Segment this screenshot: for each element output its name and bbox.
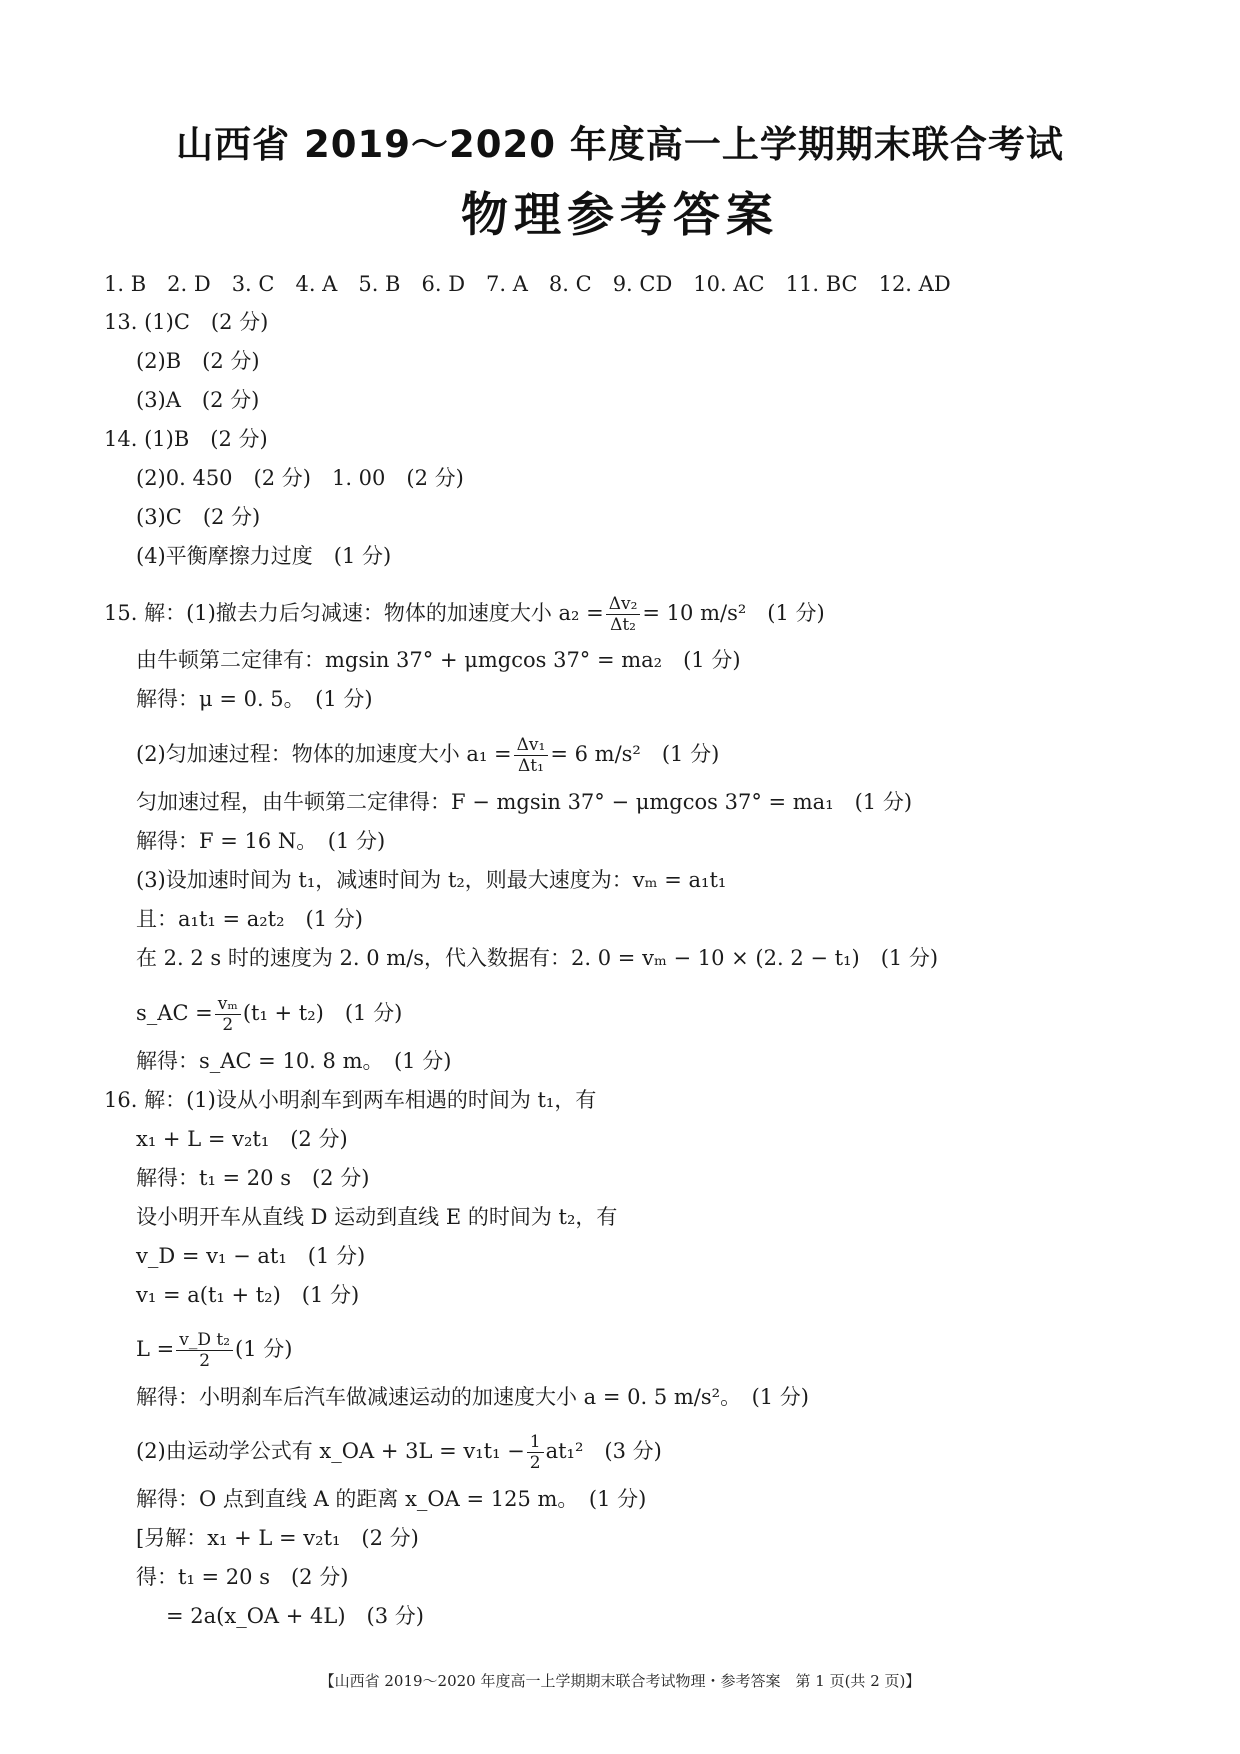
q15-fraction-1-numerator: Δv₂ xyxy=(606,594,641,615)
q15-fraction-3-denominator: 2 xyxy=(222,1015,234,1035)
q15-line-3: 解得：μ = 0. 5。 (1 分) xyxy=(136,687,373,711)
q16-fraction-1-numerator: v_D t₂ xyxy=(176,1330,233,1351)
q16-line-3: 解得：t₁ = 20 s (2 分) xyxy=(136,1166,370,1190)
q16-line-9-text: (2)由运动学公式有 x_OA + 3L = v₁t₁ − xyxy=(136,1439,525,1463)
q16-line-2: x₁ + L = v₂t₁ (2 分) xyxy=(136,1127,348,1151)
q15-line-8: 且：a₁t₁ = a₂t₂ (1 分) xyxy=(136,907,363,931)
q15-fraction-1-denominator: Δt₂ xyxy=(610,615,637,635)
q14-part1: 14. (1)B (2 分) xyxy=(104,427,268,451)
q15-fraction-3 xyxy=(215,994,241,1035)
q15-line-1-text: 15. 解：(1)撤去力后匀减速：物体的加速度大小 a₂ = xyxy=(104,601,604,625)
q15-fraction-2 xyxy=(514,735,549,776)
q13-part3: (3)A (2 分) xyxy=(136,388,260,412)
multiple-choice-answers: 1. B 2. D 3. C 4. A 5. B 6. D 7. A 8. C 9. CD 10. AC 11. BC 12. AD xyxy=(104,272,951,296)
q16-line-7 xyxy=(136,1330,292,1371)
q15-line-5: 匀加速过程，由牛顿第二定律得：F − mgsin 37° − μmgcos 37° = ma₁ (1 分) xyxy=(136,790,913,814)
q16-line-9-tail: at₁² (3 分) xyxy=(545,1439,662,1463)
q15-line-6: 解得：F = 16 N。 (1 分) xyxy=(136,829,386,853)
q14-part2: (2)0. 450 (2 分) 1. 00 (2 分) xyxy=(136,466,464,490)
q15-line-4 xyxy=(136,735,719,776)
q15-line-1 xyxy=(104,594,825,635)
q15-line-9: 在 2. 2 s 时的速度为 2. 0 m/s，代入数据有：2. 0 = vₘ − 10 × (2. 2 − t₁) (1 分) xyxy=(136,946,939,970)
q15-fraction-2-numerator: Δv₁ xyxy=(514,735,549,756)
q16-line-6: v₁ = a(t₁ + t₂) (1 分) xyxy=(136,1283,360,1307)
q16-line-9 xyxy=(136,1432,662,1473)
q15-line-7: (3)设加速时间为 t₁，减速时间为 t₂，则最大速度为：vₘ = a₁t₁ xyxy=(136,868,727,892)
q16-line-7-text: L = xyxy=(136,1337,175,1361)
exam-title: 山西省 2019～2020 年度高一上学期期末联合考试 xyxy=(176,123,1064,166)
q16-fraction-2-denominator: 2 xyxy=(529,1453,541,1473)
answer-key-title: 物理参考答案 xyxy=(461,188,779,243)
q16-line-11: [另解：x₁ + L = v₂t₁ (2 分) xyxy=(136,1526,419,1550)
q16-fraction-2-numerator: 1 xyxy=(527,1432,544,1453)
q16-line-12: 得：t₁ = 20 s (2 分) xyxy=(136,1565,349,1589)
q15-line-10-text: s_AC = xyxy=(136,1001,213,1025)
q16-line-8: 解得：小明刹车后汽车做减速运动的加速度大小 a = 0. 5 m/s²。 (1 分) xyxy=(136,1385,809,1409)
q16-line-10: 解得：O 点到直线 A 的距离 x_OA = 125 m。 (1 分) xyxy=(136,1487,647,1511)
q14-part4: (4)平衡摩擦力过度 (1 分) xyxy=(136,544,392,568)
q15-fraction-3-numerator: vₘ xyxy=(215,994,241,1015)
q15-line-1-tail: = 10 m/s² (1 分) xyxy=(642,601,825,625)
q16-line-1: 16. 解：(1)设从小明刹车到两车相遇的时间为 t₁，有 xyxy=(104,1088,597,1112)
q13-part2: (2)B (2 分) xyxy=(136,349,260,373)
q16-line-13: = 2a(x_OA + 4L) (3 分) xyxy=(166,1604,424,1628)
q15-line-10 xyxy=(136,994,402,1035)
q15-line-4-tail: = 6 m/s² (1 分) xyxy=(550,742,720,766)
q15-fraction-1 xyxy=(606,594,641,635)
q16-fraction-1 xyxy=(176,1330,233,1371)
q15-line-4-text: (2)匀加速过程：物体的加速度大小 a₁ = xyxy=(136,742,512,766)
q15-line-11: 解得：s_AC = 10. 8 m。 (1 分) xyxy=(136,1049,452,1073)
q16-fraction-2 xyxy=(527,1432,544,1473)
q16-line-7-tail: (1 分) xyxy=(235,1337,293,1361)
q16-fraction-1-denominator: 2 xyxy=(199,1351,211,1371)
q15-line-10-tail: (t₁ + t₂) (1 分) xyxy=(242,1001,403,1025)
q15-line-2: 由牛顿第二定律有：mgsin 37° + μmgcos 37° = ma₂ (1 分) xyxy=(136,648,741,672)
q13-part1: 13. (1)C (2 分) xyxy=(104,310,269,334)
q16-line-5: v_D = v₁ − at₁ (1 分) xyxy=(136,1244,366,1268)
q15-fraction-2-denominator: Δt₁ xyxy=(518,756,544,776)
q14-part3: (3)C (2 分) xyxy=(136,505,261,529)
q16-line-4: 设小明开车从直线 D 运动到直线 E 的时间为 t₂，有 xyxy=(136,1205,618,1229)
page-footer: 【山西省 2019～2020 年度高一上学期期末联合考试物理・参考答案 第 1 页(共 2 页)】 xyxy=(319,1672,921,1690)
